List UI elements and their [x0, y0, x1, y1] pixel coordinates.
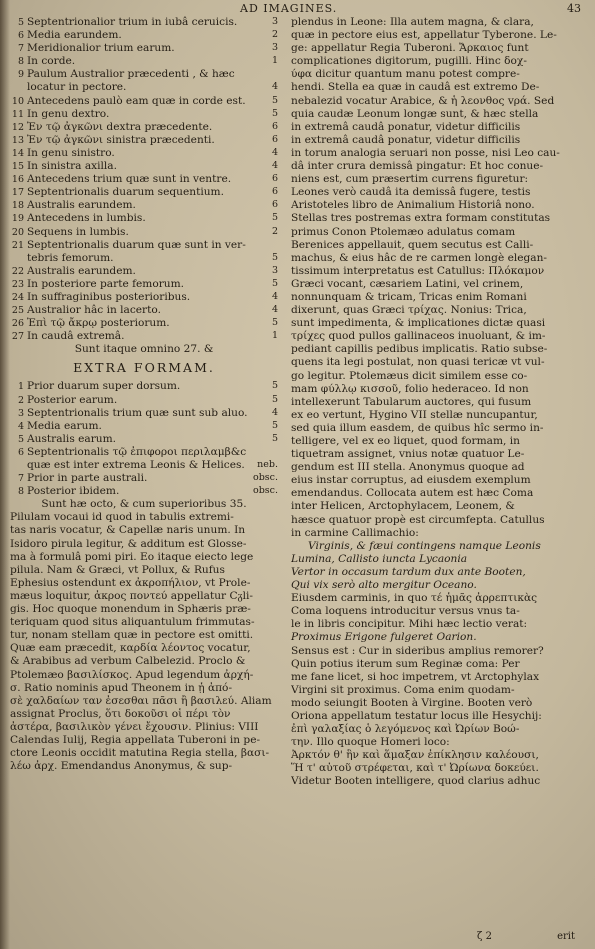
star-description: In corde. [27, 55, 76, 68]
text-line: σὲ χαλδαίων ταν ἐσεσθαι πᾶσι ἢ βασιλεύ. Aliam [10, 694, 272, 707]
text-line: mam φύλλῳ κισσοῦ, folio hederaceo. Id non [291, 382, 529, 395]
star-description: Australior hâc in lacerto. [27, 304, 161, 317]
star-magnitude: 4 [271, 160, 278, 172]
catalog-row [10, 42, 278, 55]
text-line: ἐπὶ γαλαξίας ὁ λεγόμενος καὶ Ὠρίων Βοώ- [291, 723, 520, 736]
catalog-row [10, 226, 278, 239]
catalog-row [10, 212, 278, 225]
catalog-row [10, 394, 278, 407]
star-magnitude: 4 [271, 406, 278, 418]
catalog-row [10, 199, 278, 212]
star-magnitude: 4 [271, 146, 278, 158]
star-number: 4 [17, 420, 24, 432]
text-line: την. Illo quoque Homeri loco: [291, 736, 450, 749]
star-magnitude: 2 [271, 225, 278, 237]
star-magnitude: 5 [271, 107, 278, 119]
star-description: Sequens in lumbis. [27, 225, 129, 238]
star-number: 5 [17, 433, 24, 445]
star-magnitude: 4 [271, 290, 278, 302]
catalog-row [10, 459, 278, 472]
running-head: AD IMAGINES. [240, 2, 338, 15]
page-number: 43 [567, 2, 581, 15]
commentary-continued [291, 592, 581, 631]
star-number: 23 [11, 278, 24, 290]
catalog-row [10, 446, 278, 459]
star-description: quæ est inter extrema Leonis & Helices. [27, 459, 245, 471]
text-line: nebalezid vocatur Arabice, & ἡ λεονθος vρά. Sed [291, 94, 555, 107]
star-number: 6 [17, 30, 24, 42]
text-line: le in libris concipitur. Mihi hæc lectio verat: [291, 618, 528, 631]
star-number: 19 [11, 213, 24, 225]
text-line: assignat Proclus, ὅτι δοκοῦσι οἱ πέρι τὸν [10, 707, 231, 720]
star-magnitude: 6 [271, 133, 278, 145]
text-line: Lumina, Callisto iuncta Lycaonia [291, 552, 468, 565]
star-magnitude: 1 [271, 55, 278, 67]
catalog-row [10, 330, 278, 343]
catalog-total: Sunt itaque omnino 27. & [74, 343, 214, 356]
star-number: 17 [11, 187, 24, 199]
text-line: Sensus est : Cur in sideribus amplius remorer? [291, 644, 544, 657]
star-description: In suffraginibus posterioribus. [27, 290, 191, 303]
star-magnitude: 4 [271, 304, 278, 316]
text-line: Qui vix serò alto mergitur Oceano. [291, 579, 477, 592]
star-number: 15 [11, 161, 24, 173]
text-line: emendandus. Collocata autem est hæc Coma [291, 487, 534, 500]
extra-catalog [10, 380, 278, 498]
section-heading: EXTRA FORMAM. [73, 360, 215, 376]
star-number: 7 [17, 473, 24, 485]
star-number: 8 [17, 486, 24, 498]
star-description: Antecedens trium quæ sunt in ventre. [27, 173, 232, 186]
star-description: Australis earundem. [27, 264, 136, 277]
star-magnitude: 5 [271, 393, 278, 405]
text-line: dixerunt, quas Græci τρίχας. Nonius: Trica, [291, 304, 527, 317]
star-number: 21 [11, 239, 24, 251]
text-line: Berenices appellauit, quem secutus est Calli- [291, 238, 534, 251]
star-description: In caudâ extremâ. [27, 330, 125, 343]
star-magnitude: 6 [271, 199, 278, 211]
text-line: Coma loquens introducitur versus vnus ta- [291, 605, 520, 618]
text-line: Ἥ τ' αὐτοῦ στρέφεται, καὶ τ' Ὠρίωνα δοκεύει. [291, 762, 539, 775]
text-line: Græci vocant, cæsariem Latini, vel crinem, [291, 277, 524, 290]
star-number: 20 [11, 226, 24, 238]
text-line: Ptolemæo βασιλίσκος. Apud legendum ἀρχή- [10, 668, 254, 681]
catalog-row [10, 108, 278, 121]
star-number: 25 [11, 305, 24, 317]
text-line: Quin potius iterum sum Reginæ coma: Per [291, 657, 520, 670]
text-line: quæ in pectore eius est, appellatur Tyberone. Le- [291, 29, 557, 42]
text-line: modo seiungit Booten à Virgine. Booten verò [291, 696, 533, 709]
star-description: Prior duarum super dorsum. [27, 380, 181, 393]
star-description: In genu sinistro. [27, 146, 115, 159]
text-line: inter Helicen, Arctophylacem, Leonem, & [291, 500, 515, 513]
extra-total: Sunt hæ octo, & cum superioribus 35. [41, 498, 247, 511]
text-line: Vertor in occasum tardum dux ante Booten, [291, 565, 526, 578]
star-magnitude: 5 [271, 317, 278, 329]
star-number: 5 [17, 17, 24, 28]
text-line: in carmine Callimachio: [291, 526, 419, 539]
catalog-row [10, 304, 278, 317]
text-line: ύφα dicitur quantum manu potest compre- [291, 68, 520, 81]
text-line: hæsce quatuor propè est circumfepta. Catullus [291, 513, 545, 526]
catalog-row [10, 407, 278, 420]
text-line: quia caudæ Leonum longæ sunt, & hæc stella [291, 107, 539, 120]
catalog-row [10, 278, 278, 291]
text-line: plendus in Leone: Illa autem magna, & clara, [291, 16, 534, 28]
star-magnitude: 5 [271, 251, 278, 263]
star-magnitude: 3 [271, 16, 278, 27]
text-line: ctore Leonis occidit matutina Regia stella, βασι- [10, 747, 270, 760]
catalog-row [10, 147, 278, 160]
star-magnitude: 5 [271, 277, 278, 289]
star-magnitude: 5 [271, 212, 278, 224]
star-description: tebris femorum. [27, 251, 114, 264]
text-line: pediant capillis pedibus implicatis. Ratio subse- [291, 343, 548, 356]
star-number: 18 [11, 200, 24, 212]
catalog-row [10, 55, 278, 68]
star-description: Meridionalior trium earum. [27, 42, 175, 55]
page-header [0, 2, 595, 16]
verse-line: Proximus Erigone fulgeret Oarion. [291, 631, 477, 644]
text-line: in extremâ caudâ ponatur, videtur difficilis [291, 120, 521, 133]
text-line: sunt impedimenta, & implicationes dictæ quasi [291, 317, 546, 330]
text-line: tur, nonam stellam quæ in pectore est omitti. [10, 629, 254, 642]
text-line: Ephesius ostendunt ex ἀκροπήλιον, vt Prole- [10, 576, 251, 589]
text-line: tas naris vocatur, & Capellæ naris unum. In [10, 524, 246, 537]
star-number: 22 [11, 265, 24, 277]
text-line: Isidoro pirula legitur, & additum est Glosse- [10, 537, 247, 550]
gutter-shadow [0, 0, 10, 949]
star-magnitude: 4 [271, 81, 278, 93]
text-line: Leones verò caudâ ita demissâ fugere, testis [291, 186, 531, 199]
star-description: Ἐπὶ τῷ ἄκρῳ posteriorum. [27, 317, 170, 330]
star-description: locatur in pectore. [27, 81, 127, 94]
star-description: Antecedens paulò eam quæ in corde est. [27, 94, 246, 107]
star-number: 1 [17, 381, 24, 393]
star-description: Australis earundem. [27, 199, 136, 212]
right-column [291, 16, 581, 789]
star-description: Media earundem. [27, 29, 122, 42]
catalog-row [10, 485, 278, 498]
text-line: hendi. Stella ea quæ in caudâ est extremo De- [291, 81, 540, 94]
star-description: Posterior earum. [27, 393, 118, 406]
left-column [10, 16, 278, 773]
star-magnitude: obsc. [252, 472, 278, 484]
text-line: quens ita legi postulat, non quasi tericæ vt vul- [291, 356, 545, 369]
text-line: & Arabibus ad verbum Calbelezid. Proclo & [10, 655, 246, 668]
text-line: mæus loquitur, ἀκρος ποντεύ appellatur Cᵹli- [10, 589, 253, 602]
star-description: Septentrionalis duarum quæ sunt in ver- [27, 238, 246, 251]
signature-mark: ζ 2 [477, 931, 492, 942]
star-magnitude: 1 [271, 330, 278, 342]
text-line: Aristoteles libro de Animalium Historiâ nono. [291, 199, 535, 212]
text-line: λέω ἀρχ. Emendandus Anonymus, & sup- [10, 760, 233, 773]
star-number: 13 [11, 134, 24, 146]
catalog-row [10, 16, 278, 29]
text-line: teriquam quod situs aliquantulum frimmutas- [10, 616, 255, 629]
star-magnitude: 5 [271, 380, 278, 392]
text-line: Virginis, & fæui contingens namque Leonis [308, 539, 541, 552]
star-description: Antecedens in lumbis. [27, 212, 146, 225]
text-line: primus Conon Ptolemæo adulatus comam [291, 225, 516, 238]
star-magnitude: 6 [271, 120, 278, 132]
text-line: Oriona appellatum testatur locus ille Hesychij: [291, 709, 542, 722]
star-description: Paulum Australior præcedenti , & hæc [27, 68, 235, 81]
text-line: ἀστέρα, βασιλικὸν γένει ἔχουσιν. Plinius: VIII [10, 720, 259, 733]
star-number: 9 [17, 69, 24, 81]
star-number: 16 [11, 174, 24, 186]
text-line: dâ inter crura demissâ pingatur: Et hoc conue- [291, 160, 544, 173]
star-number: 8 [17, 56, 24, 68]
star-description: Australis earum. [27, 432, 117, 445]
text-line: ge: appellatur Regia Tuberoni. Ἄρκαιος funt [291, 42, 529, 55]
star-magnitude: 5 [271, 94, 278, 106]
text-line: Pilulam vocaui id quod in tabulis extremi- [10, 511, 234, 524]
catalog-row [10, 380, 278, 393]
page-footer [0, 931, 595, 945]
text-line: niens est, cum præsertim currens figuretur: [291, 173, 529, 186]
star-number: 24 [11, 291, 24, 303]
star-magnitude: 5 [271, 419, 278, 431]
catalog-row [10, 68, 278, 81]
star-magnitude: 6 [271, 186, 278, 198]
star-description: In genu dextro. [27, 107, 110, 120]
text-line: complicationes digitorum, pugilli. Hinc δοχ- [291, 55, 527, 68]
catalog-row [10, 265, 278, 278]
star-description: Media earum. [27, 419, 102, 432]
text-line: Ἀρκτόν θ' ἣν καὶ ἅμαξαν ἐπίκλησιν καλέουσι, [291, 749, 539, 762]
text-line: Quæ eam præcedit, καρδία λέοντος vocatur, [10, 642, 251, 655]
text-line: intellexerunt Tabularum auctores, qui fusum [291, 395, 532, 408]
commentary-final [291, 645, 581, 789]
star-number: 7 [17, 43, 24, 55]
text-line: tissimum interpretatus est Catullus: Πλόκαμον [291, 264, 545, 277]
star-number: 10 [11, 95, 24, 107]
star-description: Septentrionalis τῷ ἐπιφοροι περιλαμβ&c [27, 445, 247, 458]
text-line: σ. Ratio nominis apud Theonem in ᾗ ἀπό- [10, 681, 233, 694]
catalog-row [10, 160, 278, 173]
star-number: 11 [11, 108, 24, 120]
text-line: machus, & eius hâc de re carmen longè elegan- [291, 251, 548, 264]
catalog-row [10, 420, 278, 433]
text-line: in torum analogia seruari non posse, nisi Leo cau- [291, 146, 560, 159]
catalog-row [10, 472, 278, 485]
star-magnitude: neb. [257, 459, 278, 470]
text-line: Stellas tres postremas extra formam constitutas [291, 212, 551, 225]
catalog-row [10, 173, 278, 186]
star-magnitude: 5 [271, 432, 278, 444]
catalog-row [10, 81, 278, 94]
text-line: ma à formulâ pomi piri. Eo itaque eiecto lege [10, 550, 254, 563]
verse-quote [291, 540, 581, 592]
star-magnitude: obsc. [252, 485, 278, 497]
text-line: Videtur Booten intelligere, quod clarius adhuc [291, 775, 541, 788]
star-number: 2 [17, 394, 24, 406]
text-line: tiquetram assignet, vnius notæ quatuor Le- [291, 448, 525, 461]
catalog-row [10, 29, 278, 42]
star-description: Septentrionalior trium in iubâ ceruicis. [27, 16, 238, 28]
catchword: erit [557, 931, 575, 942]
star-description: Ἐν τῷ ἀγκῶνι dextra præcedente. [27, 120, 213, 133]
text-line: Eiusdem carminis, in quo τέ ἡμᾶς ἀρρεπτικὰς [291, 592, 538, 605]
star-description: Posterior ibidem. [27, 485, 120, 498]
star-description: In posteriore parte femorum. [27, 277, 184, 290]
text-line: Virgini sit proximus. Coma enim quodam- [291, 683, 515, 696]
star-number: 26 [11, 318, 24, 330]
star-magnitude: 6 [271, 173, 278, 185]
star-description: Septentrionalis trium quæ sunt sub aluo. [27, 406, 248, 419]
catalog-row [10, 121, 278, 134]
text-line: ex eo vertunt, Hygino VII stellæ nuncupantur, [291, 408, 538, 421]
text-line: sed quia illum easdem, de quibus hîc sermo in- [291, 421, 544, 434]
catalog-row [10, 95, 278, 108]
star-number: 14 [11, 147, 24, 159]
star-description: Ἐν τῷ ἀγκῶνι sinistra præcedenti. [27, 133, 215, 146]
text-line: pilula. Nam & Græci, vt Pollux, & Rufus [10, 563, 225, 576]
star-description: Septentrionalis duarum sequentium. [27, 186, 224, 199]
catalog-row [10, 239, 278, 252]
text-line: gis. Hoc quoque monendum in Sphæris præ- [10, 603, 251, 616]
star-number: 12 [11, 121, 24, 133]
commentary-right [291, 16, 581, 540]
text-line: gendum est III stella. Anonymus quoque ad [291, 461, 525, 474]
text-line: go legitur. Ptolemæus dicit similem esse co- [291, 369, 528, 382]
catalog-row [10, 186, 278, 199]
star-magnitude: 3 [271, 264, 278, 276]
text-line: in extremâ caudâ ponatur, videtur difficilis [291, 133, 521, 146]
text-line: me fane licet, si hoc impetrem, vt Arctophylax [291, 670, 540, 683]
star-catalog [10, 16, 278, 343]
catalog-row [10, 134, 278, 147]
catalog-row [10, 291, 278, 304]
star-magnitude: 3 [271, 42, 278, 54]
text-line: nonnunquam & tricam, Tricas enim Romani [291, 290, 527, 303]
commentary-left [10, 511, 278, 773]
star-number: 27 [11, 331, 24, 343]
star-magnitude: 2 [271, 29, 278, 41]
text-line: eius instar corruptus, ad eiusdem exemplum [291, 474, 531, 487]
catalog-row [10, 433, 278, 446]
star-description: Prior in parte australi. [27, 472, 148, 485]
text-line: telligere, vel ex eo liquet, quod formam, in [291, 435, 520, 447]
catalog-row [10, 317, 278, 330]
text-line: τρίχες quod pullos gallinaceos inuoluant, & im- [291, 330, 546, 343]
text-line: Calendas Iulij, Regia appellata Tuberoni in pe- [10, 733, 261, 746]
star-number: 3 [17, 407, 24, 419]
catalog-row [10, 252, 278, 265]
star-number: 6 [17, 446, 24, 458]
star-description: In sinistra axilla. [27, 160, 117, 173]
